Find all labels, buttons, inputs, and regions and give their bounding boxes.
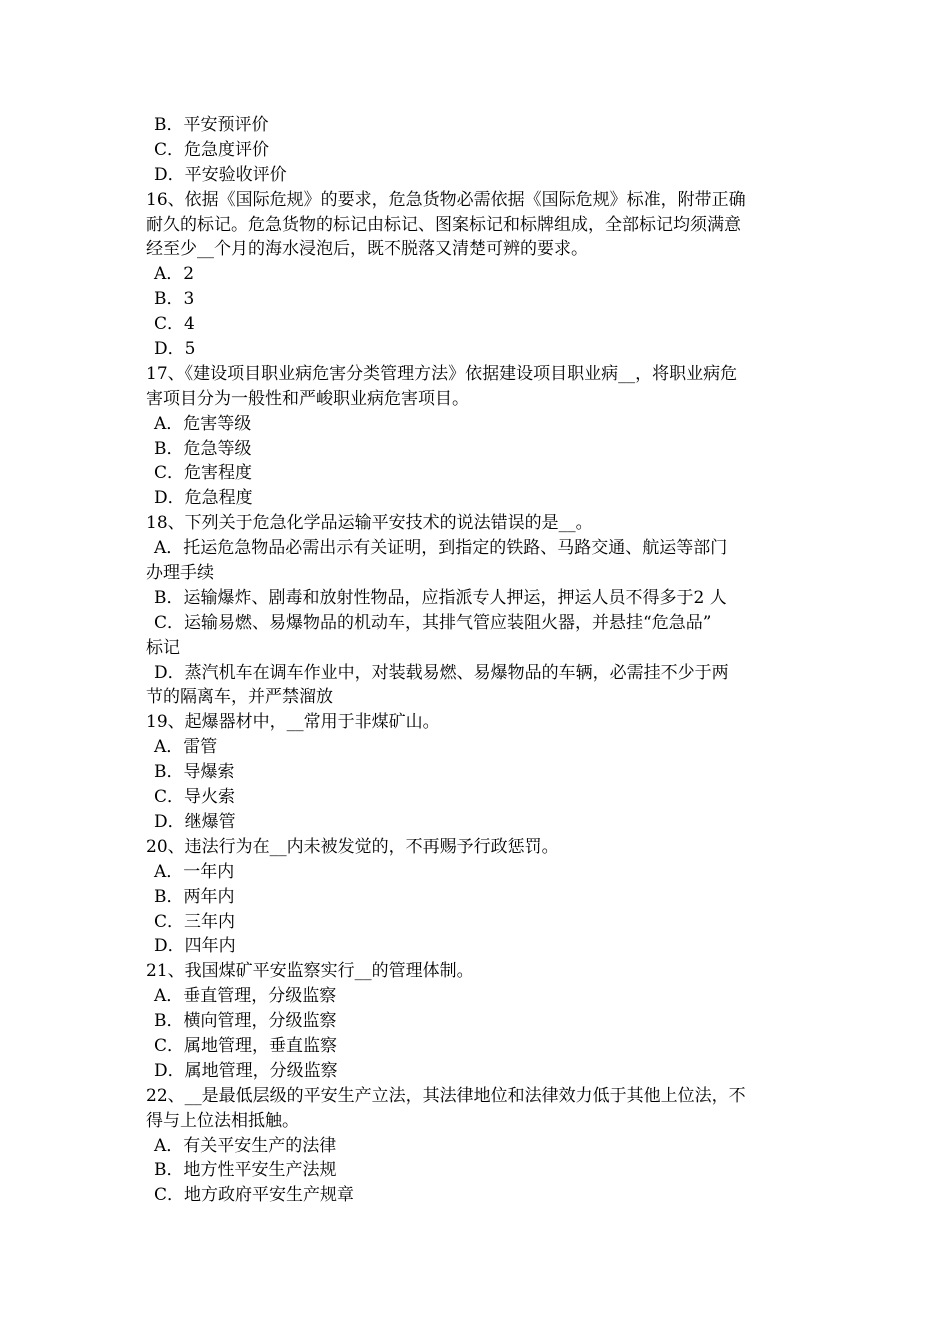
question-text-line: 20、违法行为在__内未被发觉的，不再赐予行政惩罚。	[146, 836, 559, 857]
answer-option-line: B．导爆索	[154, 762, 235, 783]
answer-option-line: A．一年内	[154, 861, 235, 882]
answer-option-line: B．地方性平安生产法规	[154, 1160, 337, 1181]
answer-option-line: C．危害程度	[154, 463, 253, 484]
answer-option-line: D．继爆管	[154, 811, 236, 832]
question-text-line: 办理手续	[146, 563, 214, 584]
question-text-line: 19、起爆器材中，__常用于非煤矿山。	[146, 712, 440, 733]
answer-option-line: B．3	[154, 289, 195, 310]
question-text-line: 18、下列关于危急化学品运输平安技术的说法错误的是__。	[146, 513, 593, 534]
question-text-line: 节的隔离车，并严禁溜放	[146, 687, 333, 708]
question-text-line: 耐久的标记。危急货物的标记由标记、图案标记和标牌组成，全部标记均须满意	[146, 214, 741, 235]
answer-option-line: D．四年内	[154, 936, 236, 957]
answer-option-line: C．运输易燃、易爆物品的机动车，其排气管应装阻火器，并悬挂“危急品”	[154, 612, 712, 633]
answer-option-line: A．2	[154, 264, 195, 285]
answer-option-line: C．三年内	[154, 911, 236, 932]
answer-option-line: D．蒸汽机车在调车作业中，对装载易燃、易爆物品的车辆，必需挂不少于两	[154, 662, 729, 683]
answer-option-line: B．平安预评价	[154, 115, 269, 135]
answer-option-line: A．托运危急物品必需出示有关证明，到指定的铁路、马路交通、航运等部门	[154, 538, 728, 559]
question-text-line: 害项目分为一般性和严峻职业病危害项目。	[146, 388, 469, 409]
answer-option-line: A．危害等级	[154, 413, 252, 434]
question-text-line: 得与上位法相抵触。	[146, 1110, 299, 1131]
answer-option-line: B．危急等级	[154, 438, 252, 459]
answer-option-line: D．平安验收评价	[154, 164, 287, 185]
answer-option-line: B．运输爆炸、剧毒和放射性物品，应指派专人押运，押运人员不得多于2 人	[154, 587, 727, 608]
question-text-line: 标记	[146, 637, 180, 658]
answer-option-line: C．导火索	[154, 787, 236, 808]
answer-option-line: A．雷管	[154, 737, 218, 758]
question-text-line: 16、依据《国际危规》的要求，危急货物必需依据《国际危规》标准，附带正确	[146, 189, 746, 210]
question-text-line: 21、我国煤矿平安监察实行__的管理体制。	[146, 961, 474, 982]
answer-option-line: C．属地管理，垂直监察	[154, 1035, 338, 1056]
answer-option-line: D．5	[154, 339, 196, 360]
question-text-line: 17、《建设项目职业病危害分类管理方法》依据建设项目职业病__，将职业病危	[146, 363, 738, 384]
answer-option-line: C．危急度评价	[154, 139, 270, 160]
answer-option-line: C．4	[154, 314, 195, 335]
answer-option-line: B．横向管理，分级监察	[154, 1011, 337, 1032]
question-text-line: 22、__是最低层级的平安生产立法，其法律地位和法律效力低于其他上位法，不	[146, 1085, 746, 1106]
answer-option-line: D．危急程度	[154, 488, 253, 509]
answer-option-line: A．垂直管理，分级监察	[154, 986, 337, 1007]
answer-option-line: A．有关平安生产的法律	[154, 1135, 337, 1156]
answer-option-line: C．地方政府平安生产规章	[154, 1185, 355, 1206]
answer-option-line: B．两年内	[154, 886, 235, 907]
exam-text-body	[146, 113, 806, 1208]
answer-option-line: D．属地管理，分级监察	[154, 1060, 338, 1081]
question-text-line: 经至少__个月的海水浸泡后，既不脱落又清楚可辨的要求。	[146, 239, 588, 260]
